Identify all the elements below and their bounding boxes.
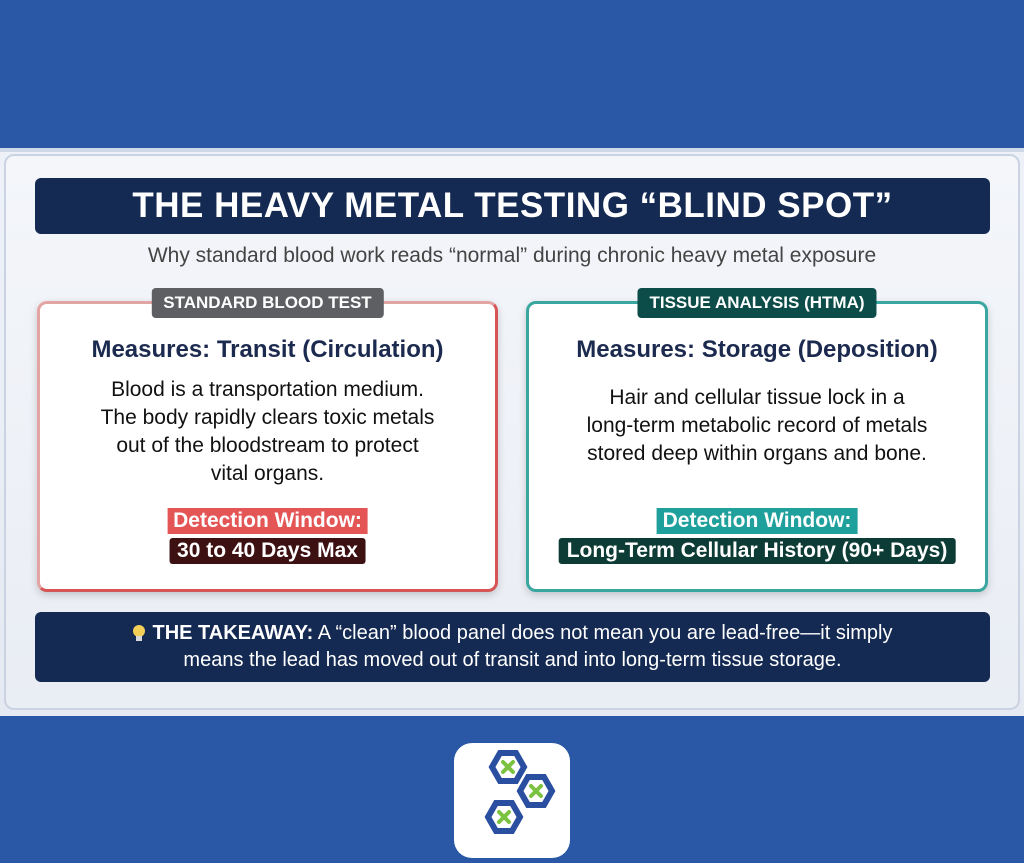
page-title: THE HEAVY METAL TESTING “BLIND SPOT” [35, 178, 990, 234]
takeaway-label: THE TAKEAWAY: [152, 622, 314, 644]
description-line: The body rapidly clears toxic metals [100, 406, 435, 429]
detection-window-value: Long-Term Cellular History (90+ Days) [559, 538, 956, 564]
card-heading: Measures: Transit (Circulation) [91, 336, 444, 363]
tissue-analysis-card [526, 293, 988, 592]
card-description [549, 384, 965, 468]
subtitle: Why standard blood work reads “normal” during chronic heavy metal exposure [147, 244, 877, 267]
detection-window-value: 30 to 40 Days Max [169, 538, 366, 564]
detection-window-label: Detection Window: [167, 508, 368, 534]
description-line: stored deep within organs and bone. [587, 442, 927, 465]
card-tab-label: TISSUE ANALYSIS (HTMA) [637, 288, 876, 318]
description-line: long-term metabolic record of metals [586, 414, 928, 437]
takeaway-banner [35, 612, 990, 682]
blood-test-card [37, 293, 498, 592]
brand-logo [454, 743, 570, 858]
takeaway-line: means the lead has moved out of transit and into long-term tissue storage. [183, 649, 842, 671]
hexagon-logo-icon [454, 743, 570, 858]
description-line: vital organs. [210, 462, 325, 485]
takeaway-line [35, 620, 990, 647]
description-line: Hair and cellular tissue lock in a [609, 386, 905, 409]
description-line: out of the bloodstream to protect [116, 434, 419, 457]
description-line: Blood is a transportation medium. [111, 378, 424, 401]
card-heading: Measures: Storage (Deposition) [576, 336, 938, 363]
detection-window-label: Detection Window: [657, 508, 858, 534]
card-description [60, 376, 475, 488]
card-tab-label: STANDARD BLOOD TEST [151, 288, 383, 318]
takeaway-text: A “clean” blood panel does not mean you are lead-free—it simply [313, 622, 893, 644]
lightbulb-icon [133, 625, 145, 641]
